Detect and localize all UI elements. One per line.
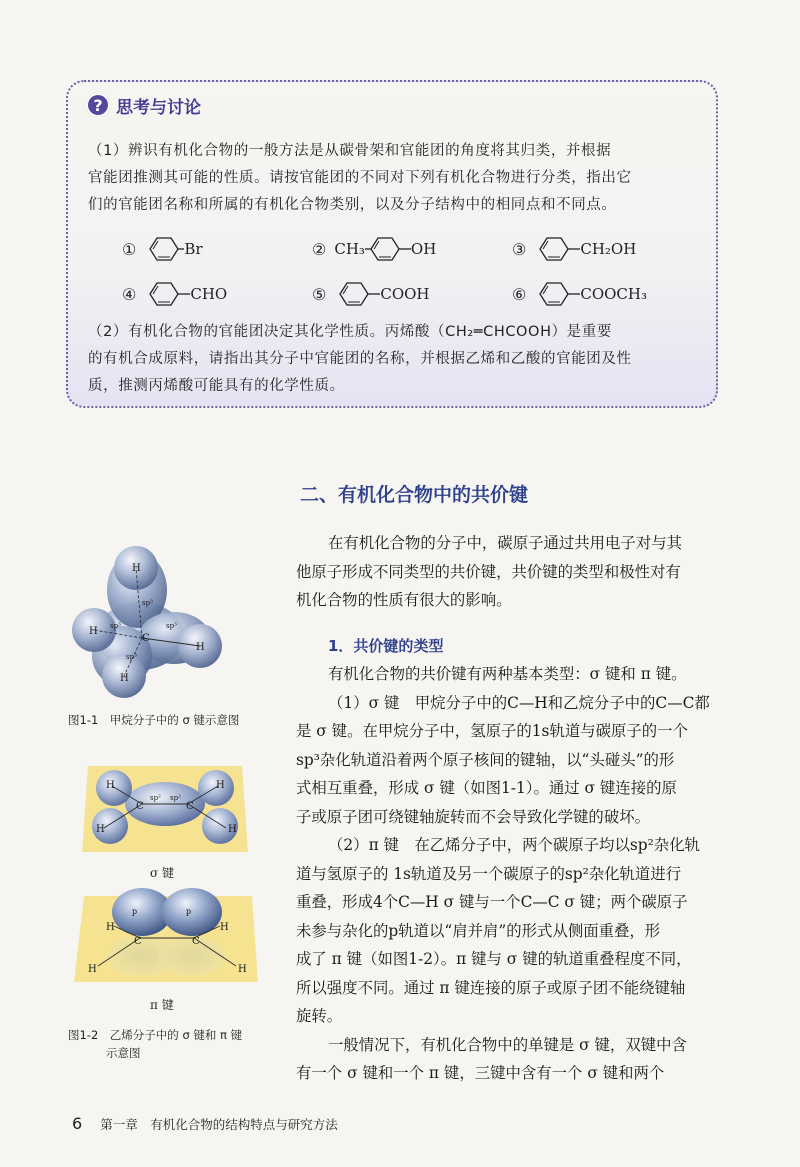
para2-line3: 质，推测丙烯酸可能具有的化学性质。 bbox=[88, 378, 345, 394]
compound-2: ② CH₃ OH bbox=[312, 236, 436, 262]
para1-line1: （1）辨识有机化合物的一般方法是从碳骨架和官能团的角度将其归类，并根据 bbox=[88, 143, 612, 159]
svg-text:H: H bbox=[96, 824, 105, 835]
compound-5: ⑤ COOH bbox=[312, 281, 430, 307]
svg-text:C: C bbox=[136, 801, 144, 812]
intro-paragraph bbox=[296, 529, 744, 615]
body-line: 所以强度不同。通过 π 键连接的原子或原子团不能绕键轴 bbox=[296, 978, 686, 997]
svg-text:p: p bbox=[186, 907, 192, 916]
body-paragraphs bbox=[296, 660, 744, 1088]
svg-text:H: H bbox=[88, 964, 97, 975]
svg-text:H: H bbox=[132, 563, 141, 574]
svg-text:H: H bbox=[196, 642, 205, 653]
svg-text:H: H bbox=[106, 780, 115, 791]
benzene-ring-icon bbox=[534, 281, 580, 307]
svg-text:sp²: sp² bbox=[150, 794, 161, 802]
compound-3: ③ CH₂OH bbox=[512, 236, 636, 262]
svg-text:H: H bbox=[106, 922, 115, 933]
svg-text:sp³: sp³ bbox=[110, 622, 121, 630]
svg-text:sp³: sp³ bbox=[166, 622, 177, 630]
para1-line3: 们的官能团名称和所属的有机化合物类别，以及分子结构中的相同点和不同点。 bbox=[88, 197, 617, 213]
compound-4: ④ CHO bbox=[122, 281, 227, 307]
body-line: 道与氢原子的 1s轨道及另一个碳原子的sp²杂化轨道进行 bbox=[296, 864, 682, 883]
page-footer bbox=[72, 1114, 338, 1133]
subsection-title: 1．共价键的类型 bbox=[328, 637, 444, 655]
svg-text:C: C bbox=[142, 633, 150, 644]
para2-line1: （2）有机化合物的官能团决定其化学性质。丙烯酸（CH₂═CHCOOH）是重要 bbox=[88, 324, 612, 340]
body-line: 子或原子团可绕键轴旋转而不会导致化学键的破坏。 bbox=[296, 807, 650, 826]
figure-1-1-caption: 图1-1 甲烷分子中的 σ 键示意图 bbox=[68, 713, 240, 727]
body-line: 式相互重叠，形成 σ 键（如图1-1）。通过 σ 键连接的原 bbox=[296, 779, 677, 797]
body-line: 重叠，形成4个C—H σ 键与一个C—C σ 键；两个碳原子 bbox=[296, 893, 688, 911]
benzene-ring-icon bbox=[144, 236, 184, 262]
figure-1-2-caption: 图1-2 乙烯分子中的 σ 键和 π 键 示意图 bbox=[68, 1028, 243, 1060]
intro-line: 他原子形成不同类型的共价键，共价键的类型和极性对有 bbox=[296, 562, 681, 581]
page-number: 6 bbox=[72, 1114, 83, 1133]
compound-1: ① Br bbox=[122, 236, 203, 262]
discussion-para2 bbox=[88, 319, 708, 400]
question-icon: ? bbox=[86, 93, 110, 117]
svg-text:C: C bbox=[192, 936, 200, 947]
benzene-ring-icon bbox=[334, 281, 380, 307]
chapter-title: 第一章 有机化合物的结构特点与研究方法 bbox=[100, 1116, 338, 1132]
ethylene-pi-bond-figure bbox=[74, 886, 258, 986]
svg-text:H: H bbox=[89, 626, 98, 637]
sigma-bond-label: σ 键 bbox=[150, 866, 175, 880]
benzene-ring-icon bbox=[365, 236, 411, 262]
body-line: 有机化合物的共价键有两种基本类型：σ 键和 π 键。 bbox=[328, 665, 687, 683]
discussion-header bbox=[86, 92, 201, 118]
svg-text:C: C bbox=[134, 936, 142, 947]
section-title: 二、有机化合物中的共价键 bbox=[300, 484, 529, 506]
body-line: sp³杂化轨道沿着两个原子核间的键轴，以“头碰头”的形 bbox=[296, 750, 675, 769]
svg-text:sp³: sp³ bbox=[126, 653, 137, 661]
para1-line2: 官能团推测其可能的性质。请按官能团的不同对下列有机化合物进行分类，指出它 bbox=[88, 170, 632, 186]
pi-bond-label: π 键 bbox=[150, 998, 174, 1012]
body-line: 旋转。 bbox=[296, 1007, 343, 1025]
svg-text:sp²: sp² bbox=[170, 794, 181, 802]
body-line: 成了 π 键（如图1-2）。π 键与 σ 键的轨道重叠程度不同， bbox=[296, 950, 692, 968]
svg-text:C: C bbox=[186, 801, 194, 812]
ethylene-sigma-bond-figure bbox=[82, 764, 248, 854]
benzene-ring-icon bbox=[534, 236, 580, 262]
svg-text:H: H bbox=[216, 780, 225, 791]
methane-sigma-bond-figure bbox=[62, 538, 232, 700]
para2-line2: 的有机合成原料，请指出其分子中官能团的名称，并根据乙烯和乙酸的官能团及性 bbox=[88, 351, 632, 367]
svg-text:H: H bbox=[120, 673, 129, 684]
body-line: 有一个 σ 键和一个 π 键，三键中含有一个 σ 键和两个 bbox=[296, 1064, 665, 1082]
body-line: 一般情况下，有机化合物中的单键是 σ 键，双键中含 bbox=[328, 1035, 687, 1054]
compound-6: ⑥ COOCH₃ bbox=[512, 281, 647, 307]
intro-line: 机化合物的性质有很大的影响。 bbox=[296, 591, 512, 609]
svg-text:p: p bbox=[132, 907, 138, 916]
benzene-ring-icon bbox=[144, 281, 190, 307]
intro-line: 在有机化合物的分子中，碳原子通过共用电子对与其 bbox=[328, 534, 682, 552]
discussion-para1 bbox=[88, 138, 708, 219]
discussion-title: 思考与讨论 bbox=[116, 97, 201, 118]
body-line: （1）σ 键 甲烷分子中的C—H和乙烷分子中的C—C都 bbox=[328, 693, 710, 712]
svg-text:sp³: sp³ bbox=[142, 599, 153, 607]
body-line: 是 σ 键。在甲烷分子中，氢原子的1s轨道与碳原子的一个 bbox=[296, 722, 688, 740]
svg-text:H: H bbox=[238, 964, 247, 975]
body-line: 未参与杂化的p轨道以“肩并肩”的形式从侧面重叠，形 bbox=[296, 921, 661, 940]
body-line: （2）π 键 在乙烯分子中，两个碳原子均以sp²杂化轨 bbox=[328, 836, 700, 854]
svg-text:H: H bbox=[220, 922, 229, 933]
svg-text:H: H bbox=[228, 824, 237, 835]
